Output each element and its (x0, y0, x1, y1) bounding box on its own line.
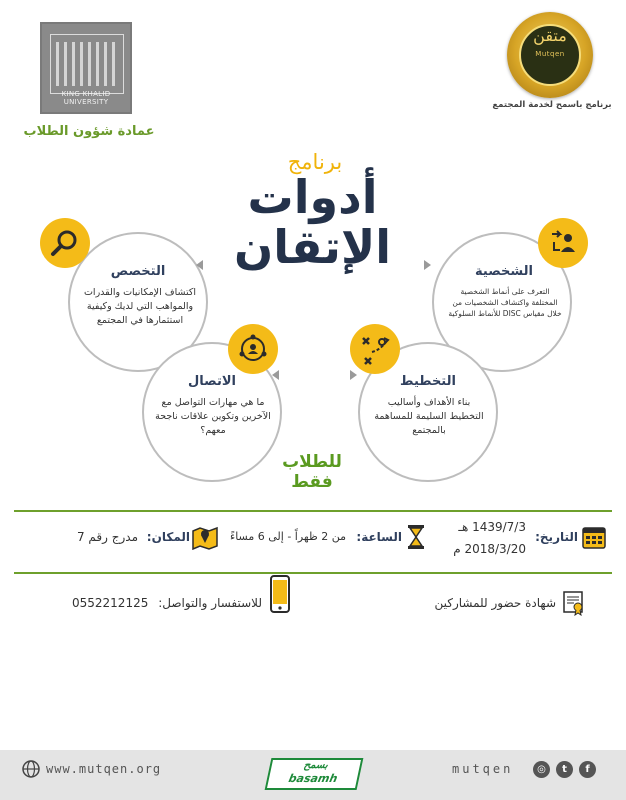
twitter-icon[interactable]: t (556, 761, 573, 778)
topic-title: الشخصية (475, 264, 533, 279)
topic-text: ما هي مهارات التواصل مع الآخرين وتكوين علاقات ناجحة معهم؟ (155, 397, 271, 436)
topic-title: التخصص (110, 264, 166, 279)
university-logo (40, 22, 132, 114)
date-label: التاريخ: (535, 530, 578, 544)
contact-phone[interactable]: 0552212125 (72, 596, 149, 610)
people-exchange-icon (538, 218, 588, 268)
place-value: مدرج رقم 7 (76, 530, 138, 544)
magnifier-icon (40, 218, 90, 268)
basamh-logo (265, 758, 364, 790)
place-label: المكان: (146, 530, 190, 544)
hourglass-icon (404, 524, 428, 550)
program-label: برنامج (287, 150, 343, 174)
seal-english-text: Mutqen (535, 50, 565, 58)
seal-arabic-text: متقن (533, 26, 567, 45)
phone-icon (270, 575, 290, 613)
basamh-logo-arabic: بسمح (302, 760, 329, 771)
website-link[interactable]: www.mutqen.org (46, 762, 162, 776)
divider-top (14, 510, 612, 512)
divider-bottom (14, 572, 612, 574)
time-value: من 2 ظهراً - إلى 6 مساءً (230, 530, 346, 543)
social-handle: mutqen (452, 762, 514, 776)
date-hijri: 1439/7/3 هـ (458, 520, 526, 534)
time-label: الساعة: (356, 530, 402, 544)
deanship-name: عمادة شؤون الطلاب (23, 124, 155, 139)
arrow-icon (272, 370, 279, 380)
contact-label: للاستفسار والتواصل: (158, 596, 262, 610)
map-pin-icon (192, 524, 216, 550)
certificate-icon (562, 590, 586, 616)
topic-text: بناء الأهداف وأساليب التخطيط السليمة للمساهمة بالمجتمع (374, 397, 484, 436)
instagram-icon[interactable]: ◎ (533, 761, 550, 778)
program-tagline: برنامج باسمح لخدمة المجتمع (492, 100, 612, 110)
title-line-1: أدوات (247, 170, 378, 224)
topic-text: التعرف على أنماط الشخصية المختلفة واكتشاف الشخصيات من خلال مقياس DISC للأنماط السلوكية (448, 287, 562, 318)
basamh-logo-latin: basamh (287, 772, 339, 785)
arrow-icon (424, 260, 431, 270)
globe-icon (22, 760, 40, 778)
title-line-2: الإتقان (234, 220, 391, 274)
certificate-note: شهادة حضور للمشاركين (434, 596, 556, 610)
arrow-icon (350, 370, 357, 380)
audience-label: للطلاب فقط (282, 452, 342, 492)
calendar-icon (582, 524, 606, 550)
date-gregorian: 2018/3/20 م (453, 542, 526, 556)
topic-title: التخطيط (400, 374, 456, 389)
arrow-icon (196, 260, 203, 270)
network-icon (228, 324, 278, 374)
strategy-icon (350, 324, 400, 374)
topic-text: اكتشاف الإمكانيات والقدرات والمواهب التي لديك وكيفية استثمارها في المجتمع (83, 287, 196, 326)
university-logo-text: KING KHALID UNIVERSITY (61, 90, 111, 106)
topic-title: الاتصال (188, 374, 236, 389)
facebook-icon[interactable]: f (579, 761, 596, 778)
mutqen-seal-logo (507, 12, 593, 98)
